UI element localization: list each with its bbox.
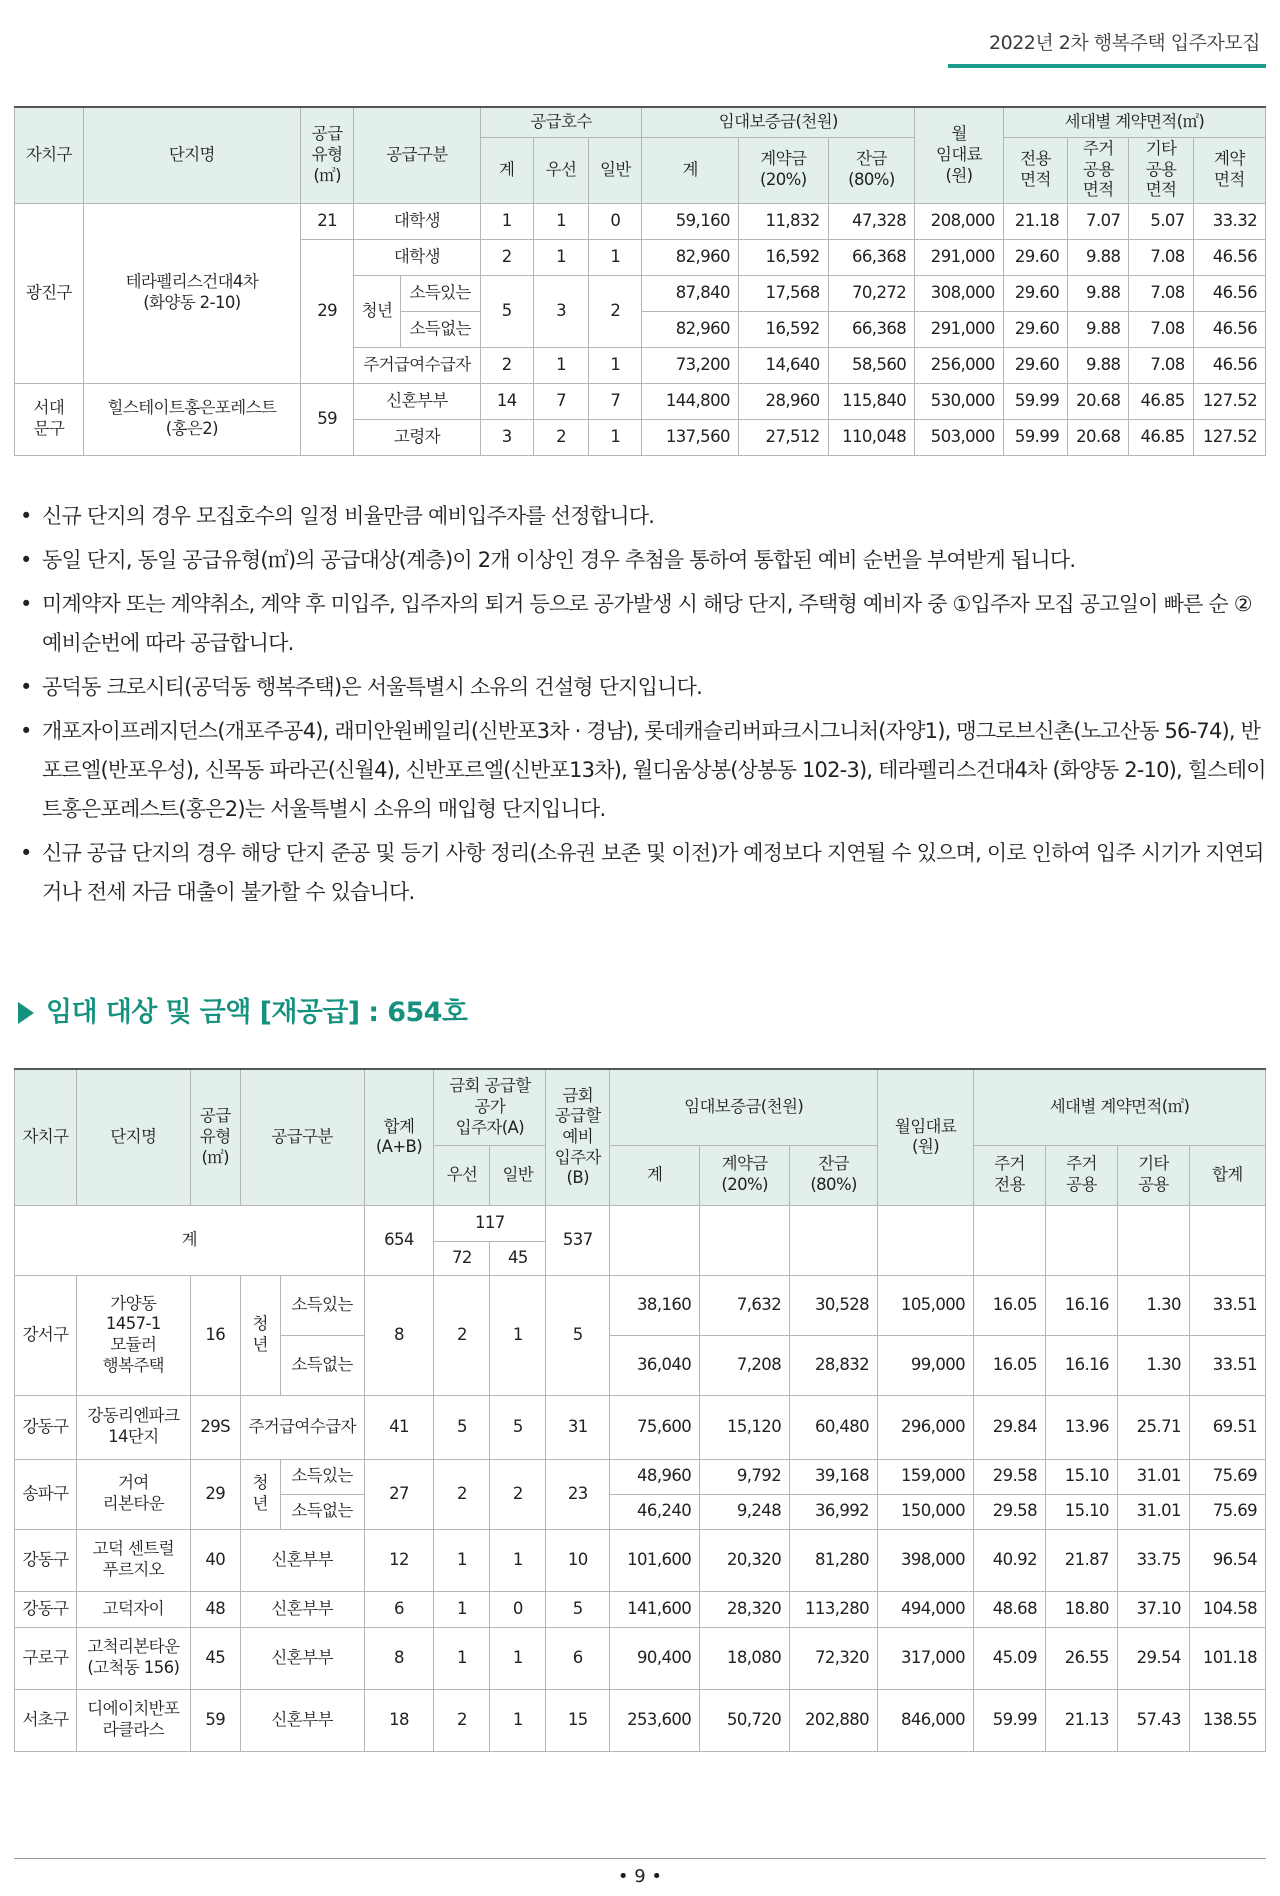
col-rent: 월 임대료 (원) <box>915 107 1004 203</box>
cell: 39,168 <box>790 1459 878 1494</box>
col-type: 공급 유형 (㎡) <box>190 1069 240 1205</box>
cell: 2 <box>490 1459 546 1529</box>
cell: 29.58 <box>974 1459 1046 1494</box>
cell: 9.88 <box>1068 275 1129 311</box>
cell: 2 <box>480 239 533 275</box>
category-cell: 소득있는 <box>280 1275 364 1335</box>
cell: 5 <box>480 275 533 347</box>
cell: 13.96 <box>1045 1395 1117 1459</box>
col-contract-area: 계약 면적 <box>1193 137 1265 203</box>
cell: 75.69 <box>1189 1494 1265 1529</box>
cell: 33.32 <box>1193 203 1265 239</box>
category-cell: 신혼부부 <box>240 1591 364 1627</box>
note-item: • 개포자이프레지던스(개포주공4), 래미안원베일리(신반포3차 · 경남), 롯데캐슬리버파크시그니처(자양1), 맹그로브신촌(노고산동 56-74), 반포르엘(반포우성), 신목동 파라곤(신월4), 신반포르엘(신반포13차), 월디움상봉(상봉동 102-3), 테라펠리스건대4차 (화양동 2-10), 힐스테이트홍은포레스트(홍은2)는 서울특별시 소유의 매입형 단지입니다. <box>14 712 1266 829</box>
cell: 8 <box>364 1275 434 1395</box>
cell: 1 <box>589 419 642 455</box>
col-vacant: 금회 공급할 공가 입주자(A) <box>434 1069 546 1145</box>
type-cell: 59 <box>190 1689 240 1751</box>
cell: 59.99 <box>974 1689 1046 1751</box>
cell: 15.10 <box>1045 1459 1117 1494</box>
cell: 15 <box>546 1689 610 1751</box>
cell: 70,272 <box>828 275 914 311</box>
cell: 2 <box>589 275 642 347</box>
header-accent-line <box>948 64 1266 68</box>
cell: 50,720 <box>700 1689 790 1751</box>
cell: 1 <box>533 239 588 275</box>
cell: 9.88 <box>1068 347 1129 383</box>
col-total-area: 합계 <box>1189 1145 1265 1205</box>
col-district: 자치구 <box>15 107 84 203</box>
cell: 846,000 <box>878 1689 974 1751</box>
cell: 308,000 <box>915 275 1004 311</box>
table-row <box>15 203 1266 239</box>
cell: 101,600 <box>610 1529 700 1591</box>
cell: 1 <box>434 1627 490 1689</box>
col-deposit: 임대보증금(천원) <box>642 107 915 137</box>
cell: 29.60 <box>1003 347 1067 383</box>
cell: 48.68 <box>974 1591 1046 1627</box>
cell: 99,000 <box>878 1335 974 1395</box>
category-cell: 소득있는 <box>400 275 480 311</box>
total-label: 계 <box>15 1205 365 1275</box>
cell: 8 <box>364 1627 434 1689</box>
col-supply-units: 공급호수 <box>480 107 642 137</box>
cell: 127.52 <box>1193 383 1265 419</box>
col-area: 세대별 계약면적(㎡) <box>974 1069 1266 1145</box>
cell: 296,000 <box>878 1395 974 1459</box>
col-general: 일반 <box>589 137 642 203</box>
cell: 21.13 <box>1045 1689 1117 1751</box>
cell: 5 <box>434 1395 490 1459</box>
cell: 29.84 <box>974 1395 1046 1459</box>
cell: 1 <box>490 1529 546 1591</box>
complex-cell: 강동리엔파크 14단지 <box>76 1395 190 1459</box>
cell: 30,528 <box>790 1275 878 1335</box>
cell: 104.58 <box>1189 1591 1265 1627</box>
district-cell: 강서구 <box>15 1275 77 1395</box>
category-cell: 대학생 <box>354 203 480 239</box>
cell: 2 <box>533 419 588 455</box>
cell: 75,600 <box>610 1395 700 1459</box>
cell: 46,240 <box>610 1494 700 1529</box>
cell: 36,992 <box>790 1494 878 1529</box>
complex-cell: 힐스테이트홍은포레스트 (홍은2) <box>83 383 300 455</box>
cell: 29.60 <box>1003 239 1067 275</box>
district-cell: 송파구 <box>15 1459 77 1529</box>
complex-cell: 고척리본타운 (고척동 156) <box>76 1627 190 1689</box>
cell: 7.08 <box>1129 311 1193 347</box>
cell: 45.09 <box>974 1627 1046 1689</box>
cell: 29.58 <box>974 1494 1046 1529</box>
total-row <box>15 1205 1266 1241</box>
cell: 33.75 <box>1117 1529 1189 1591</box>
cell: 10 <box>546 1529 610 1591</box>
col-rent: 월임대료 (원) <box>878 1069 974 1205</box>
category-cell: 소득있는 <box>280 1459 364 1494</box>
district-cell: 광진구 <box>15 203 84 383</box>
cell: 96.54 <box>1189 1529 1265 1591</box>
col-contract: 계약금 (20%) <box>700 1145 790 1205</box>
section-title-text: 임대 대상 및 금액 [재공급] : 654호 <box>46 997 468 1028</box>
col-residential-common: 주거 공용 면적 <box>1068 137 1129 203</box>
type-cell: 21 <box>301 203 354 239</box>
cell: 9,248 <box>700 1494 790 1529</box>
category-cell: 신혼부부 <box>240 1529 364 1591</box>
cell: 37.10 <box>1117 1591 1189 1627</box>
table-row <box>15 1627 1266 1689</box>
cell: 14 <box>480 383 533 419</box>
section-title <box>18 990 467 1029</box>
col-complex: 단지명 <box>76 1069 190 1205</box>
cell: 1 <box>533 203 588 239</box>
col-sum: 합계 (A+B) <box>364 1069 434 1205</box>
cell: 101.18 <box>1189 1627 1265 1689</box>
cell: 82,960 <box>642 239 738 275</box>
cell: 20.68 <box>1068 419 1129 455</box>
cell: 2 <box>434 1689 490 1751</box>
youth-cell: 청 년 <box>240 1275 280 1395</box>
col-deposit-total: 계 <box>610 1145 700 1205</box>
cell: 73,200 <box>642 347 738 383</box>
cell: 110,048 <box>828 419 914 455</box>
cell: 7 <box>589 383 642 419</box>
cell: 6 <box>364 1591 434 1627</box>
cell: 69.51 <box>1189 1395 1265 1459</box>
cell: 3 <box>533 275 588 347</box>
cell: 5 <box>490 1395 546 1459</box>
note-item: • 신규 공급 단지의 경우 해당 단지 준공 및 등기 사항 정리(소유권 보존 및 이전)가 예정보다 지연될 수 있으며, 이로 인하여 입주 시기가 지연되거나 전세 자금 대출이 불가할 수 있습니다. <box>14 834 1266 912</box>
cell: 58,560 <box>828 347 914 383</box>
table-row <box>15 1395 1266 1459</box>
cell: 18,080 <box>700 1627 790 1689</box>
cell: 25.71 <box>1117 1395 1189 1459</box>
cell: 494,000 <box>878 1591 974 1627</box>
col-other-common: 기타 공용 <box>1117 1145 1189 1205</box>
col-type: 공급 유형 (㎡) <box>301 107 354 203</box>
cell: 66,368 <box>828 239 914 275</box>
cell: 7.08 <box>1129 347 1193 383</box>
type-cell: 48 <box>190 1591 240 1627</box>
category-cell: 소득없는 <box>400 311 480 347</box>
category-cell: 신혼부부 <box>354 383 480 419</box>
cell: 253,600 <box>610 1689 700 1751</box>
district-cell: 서초구 <box>15 1689 77 1751</box>
complex-cell: 디에이치반포 라클라스 <box>76 1689 190 1751</box>
col-supply-total: 계 <box>480 137 533 203</box>
cell: 9.88 <box>1068 239 1129 275</box>
complex-cell: 테라펠리스건대4차 (화양동 2-10) <box>83 203 300 383</box>
cell: 90,400 <box>610 1627 700 1689</box>
col-reserve: 금회 공급할 예비 입주자 (B) <box>546 1069 610 1205</box>
col-district: 자치구 <box>15 1069 77 1205</box>
cell: 38,160 <box>610 1275 700 1335</box>
cell: 21.18 <box>1003 203 1067 239</box>
cell: 1 <box>490 1627 546 1689</box>
category-cell: 주거급여수급자 <box>240 1395 364 1459</box>
category-cell: 주거급여수급자 <box>354 347 480 383</box>
cell: 26.55 <box>1045 1627 1117 1689</box>
cell: 27,512 <box>738 419 828 455</box>
col-category: 공급구분 <box>240 1069 364 1205</box>
cell: 29.60 <box>1003 275 1067 311</box>
note-item: • 신규 단지의 경우 모집호수의 일정 비율만큼 예비입주자를 선정합니다. <box>14 497 1266 536</box>
col-complex: 단지명 <box>83 107 300 203</box>
cell: 82,960 <box>642 311 738 347</box>
cell: 6 <box>546 1627 610 1689</box>
cell: 1 <box>480 203 533 239</box>
note-item: • 동일 단지, 동일 공급유형(㎡)의 공급대상(계층)이 2개 이상인 경우 추첨을 통하여 통합된 예비 순번을 부여받게 됩니다. <box>14 541 1266 580</box>
cell: 105,000 <box>878 1275 974 1335</box>
cell: 317,000 <box>878 1627 974 1689</box>
cell: 7.08 <box>1129 239 1193 275</box>
cell: 202,880 <box>790 1689 878 1751</box>
cell: 2 <box>480 347 533 383</box>
cell: 503,000 <box>915 419 1004 455</box>
cell: 256,000 <box>915 347 1004 383</box>
cell: 16.16 <box>1045 1275 1117 1335</box>
cell: 9,792 <box>700 1459 790 1494</box>
cell: 33.51 <box>1189 1275 1265 1335</box>
notes-list <box>14 497 1266 917</box>
cell: 127.52 <box>1193 419 1265 455</box>
table-row <box>15 1689 1266 1751</box>
cell: 7.07 <box>1068 203 1129 239</box>
cell: 18 <box>364 1689 434 1751</box>
cell: 47,328 <box>828 203 914 239</box>
cell: 1 <box>490 1275 546 1395</box>
cell: 1 <box>434 1591 490 1627</box>
cell: 3 <box>480 419 533 455</box>
cell: 17,568 <box>738 275 828 311</box>
cell: 87,840 <box>642 275 738 311</box>
col-balance: 잔금 (80%) <box>790 1145 878 1205</box>
type-cell: 29S <box>190 1395 240 1459</box>
cell: 144,800 <box>642 383 738 419</box>
cell: 28,320 <box>700 1591 790 1627</box>
cell: 46.56 <box>1193 311 1265 347</box>
table-row <box>15 1591 1266 1627</box>
district-cell: 강동구 <box>15 1529 77 1591</box>
cell: 1 <box>589 347 642 383</box>
col-category: 공급구분 <box>354 107 480 203</box>
col-contract: 계약금 (20%) <box>738 137 828 203</box>
page-number: • 9 • <box>617 1866 663 1887</box>
cell: 1 <box>434 1529 490 1591</box>
col-exclusive: 전용 면적 <box>1003 137 1067 203</box>
cell: 29.54 <box>1117 1627 1189 1689</box>
cell: 29.60 <box>1003 311 1067 347</box>
cell: 28,832 <box>790 1335 878 1395</box>
col-exclusive: 주거 전용 <box>974 1145 1046 1205</box>
complex-cell: 가양동 1457-1 모듈러 행복주택 <box>76 1275 190 1395</box>
cell: 72,320 <box>790 1627 878 1689</box>
cell: 2 <box>434 1275 490 1395</box>
cell: 15,120 <box>700 1395 790 1459</box>
category-cell: 고령자 <box>354 419 480 455</box>
cell: 66,368 <box>828 311 914 347</box>
cell: 1.30 <box>1117 1275 1189 1335</box>
district-cell: 강동구 <box>15 1591 77 1627</box>
cell: 46.85 <box>1129 419 1193 455</box>
triangle-bullet-icon <box>18 1002 34 1024</box>
col-residential-common: 주거 공용 <box>1045 1145 1117 1205</box>
cell: 117 <box>434 1205 546 1241</box>
cell: 0 <box>589 203 642 239</box>
cell: 137,560 <box>642 419 738 455</box>
cell: 18.80 <box>1045 1591 1117 1627</box>
cell: 59.99 <box>1003 419 1067 455</box>
cell: 59,160 <box>642 203 738 239</box>
cell: 60,480 <box>790 1395 878 1459</box>
cell: 138.55 <box>1189 1689 1265 1751</box>
cell: 21.87 <box>1045 1529 1117 1591</box>
district-cell: 강동구 <box>15 1395 77 1459</box>
cell: 291,000 <box>915 311 1004 347</box>
cell: 59.99 <box>1003 383 1067 419</box>
cell: 1 <box>533 347 588 383</box>
type-cell: 29 <box>190 1459 240 1529</box>
supply-table-new <box>14 106 1266 456</box>
cell: 0 <box>490 1591 546 1627</box>
table-row <box>15 1275 1266 1335</box>
cell: 113,280 <box>790 1591 878 1627</box>
cell: 7.08 <box>1129 275 1193 311</box>
cell: 36,040 <box>610 1335 700 1395</box>
cell: 11,832 <box>738 203 828 239</box>
youth-cell: 청 년 <box>240 1459 280 1529</box>
cell: 16.05 <box>974 1275 1046 1335</box>
cell: 57.43 <box>1117 1689 1189 1751</box>
cell: 654 <box>364 1205 434 1275</box>
type-cell: 45 <box>190 1627 240 1689</box>
category-cell: 대학생 <box>354 239 480 275</box>
cell: 20,320 <box>700 1529 790 1591</box>
complex-cell: 거여 리본타운 <box>76 1459 190 1529</box>
col-deposit-total: 계 <box>642 137 738 203</box>
col-other-common: 기타 공용 면적 <box>1129 137 1193 203</box>
col-balance: 잔금 (80%) <box>828 137 914 203</box>
category-cell: 신혼부부 <box>240 1689 364 1751</box>
cell: 291,000 <box>915 239 1004 275</box>
cell: 33.51 <box>1189 1335 1265 1395</box>
cell: 159,000 <box>878 1459 974 1494</box>
col-general: 일반 <box>490 1145 546 1205</box>
cell: 20.68 <box>1068 383 1129 419</box>
type-cell: 29 <box>301 239 354 383</box>
cell: 1 <box>589 239 642 275</box>
cell: 16.05 <box>974 1335 1046 1395</box>
cell: 31.01 <box>1117 1494 1189 1529</box>
cell: 5 <box>546 1591 610 1627</box>
cell: 398,000 <box>878 1529 974 1591</box>
table-row <box>15 383 1266 419</box>
cell: 7,208 <box>700 1335 790 1395</box>
col-priority: 우선 <box>533 137 588 203</box>
cell: 46.56 <box>1193 275 1265 311</box>
category-cell: 소득없는 <box>280 1494 364 1529</box>
cell: 16.16 <box>1045 1335 1117 1395</box>
cell: 46.56 <box>1193 239 1265 275</box>
cell: 7,632 <box>700 1275 790 1335</box>
type-cell: 16 <box>190 1275 240 1395</box>
cell: 141,600 <box>610 1591 700 1627</box>
cell: 1 <box>490 1689 546 1751</box>
cell: 48,960 <box>610 1459 700 1494</box>
cell: 12 <box>364 1529 434 1591</box>
type-cell: 40 <box>190 1529 240 1591</box>
cell: 208,000 <box>915 203 1004 239</box>
cell: 530,000 <box>915 383 1004 419</box>
col-area: 세대별 계약면적(㎡) <box>1003 107 1265 137</box>
cell: 7 <box>533 383 588 419</box>
cell: 27 <box>364 1459 434 1529</box>
col-priority: 우선 <box>434 1145 490 1205</box>
category-cell: 소득없는 <box>280 1335 364 1395</box>
youth-cell: 청년 <box>354 275 401 347</box>
cell: 150,000 <box>878 1494 974 1529</box>
col-deposit: 임대보증금(천원) <box>610 1069 878 1145</box>
cell: 40.92 <box>974 1529 1046 1591</box>
cell: 28,960 <box>738 383 828 419</box>
complex-cell: 고덕자이 <box>76 1591 190 1627</box>
cell: 537 <box>546 1205 610 1275</box>
cell: 46.85 <box>1129 383 1193 419</box>
cell: 81,280 <box>790 1529 878 1591</box>
cell: 1.30 <box>1117 1335 1189 1395</box>
cell: 31 <box>546 1395 610 1459</box>
cell: 45 <box>490 1241 546 1275</box>
district-cell: 서대 문구 <box>15 383 84 455</box>
cell: 115,840 <box>828 383 914 419</box>
cell: 41 <box>364 1395 434 1459</box>
cell: 16,592 <box>738 239 828 275</box>
footer-divider <box>14 1858 1266 1859</box>
cell: 15.10 <box>1045 1494 1117 1529</box>
cell: 14,640 <box>738 347 828 383</box>
cell: 23 <box>546 1459 610 1529</box>
cell: 16,592 <box>738 311 828 347</box>
note-item: • 미계약자 또는 계약취소, 계약 후 미입주, 입주자의 퇴거 등으로 공가발생 시 해당 단지, 주택형 예비자 중 ①입주자 모집 공고일이 빠른 순 ②예비순번에 따라 공급합니다. <box>14 585 1266 663</box>
cell: 2 <box>434 1459 490 1529</box>
table-row <box>15 1529 1266 1591</box>
cell: 5.07 <box>1129 203 1193 239</box>
cell: 5 <box>546 1275 610 1395</box>
category-cell: 신혼부부 <box>240 1627 364 1689</box>
supply-table-resupply <box>14 1068 1266 1752</box>
cell: 75.69 <box>1189 1459 1265 1494</box>
cell: 72 <box>434 1241 490 1275</box>
note-item: • 공덕동 크로시티(공덕동 행복주택)은 서울특별시 소유의 건설형 단지입니다. <box>14 668 1266 707</box>
cell: 46.56 <box>1193 347 1265 383</box>
cell: 31.01 <box>1117 1459 1189 1494</box>
type-cell: 59 <box>301 383 354 455</box>
document-header-title: 2022년 2차 행복주택 입주자모집 <box>989 32 1260 54</box>
district-cell: 구로구 <box>15 1627 77 1689</box>
complex-cell: 고덕 센트럴 푸르지오 <box>76 1529 190 1591</box>
table-row <box>15 1459 1266 1494</box>
cell: 9.88 <box>1068 311 1129 347</box>
